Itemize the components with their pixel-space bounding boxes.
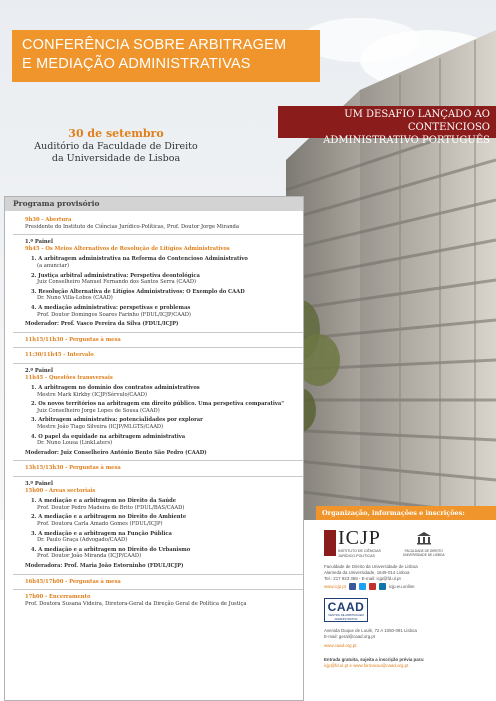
- icjp-website-link[interactable]: www.icjp.pt: [324, 583, 346, 589]
- twitter-icon[interactable]: [359, 583, 366, 590]
- closing-time: 17h00 - Encerramento: [25, 594, 91, 601]
- panel3-item-speaker: Prof. Doutor João Miranda (ICJP/CAAD): [37, 553, 142, 560]
- panel2-item-speaker: Mestre Mark Kirkby (ICJP/Sérvulo/CAAD): [37, 391, 147, 398]
- caad-email: E-mail: geral@caad.org.pt: [324, 634, 376, 640]
- caad-address: Avenida Duque de Loulé, 72 A 1050-091 Lisboa: [324, 628, 417, 634]
- opening-speaker: Presidente do Instituto de Ciências Jurídico-Políticas, Prof. Doutor Jorge Miranda: [25, 223, 239, 230]
- panel3-session: 15h00 - Áreas sectoriais: [25, 487, 96, 494]
- facebook-icon[interactable]: [349, 583, 356, 590]
- panel1-item-title: A arbitragem administrativa na Reforma do Contencioso Administrativo: [38, 256, 248, 263]
- faculty-crest-icon: [416, 531, 432, 545]
- panel3-moderator: Moderadora: Prof. Maria João Estorninho (FDUL/ICJP): [25, 562, 184, 569]
- interval: 11:30/11h45 - Intervalo: [25, 352, 94, 359]
- panel2-title: 2.º Painel: [25, 367, 53, 374]
- panel3-item: 2. A mediação e a arbitragem no Direito do Ambiente Prof. Doutora Carla Amado Gomes (FDUL/ICJP): [31, 514, 295, 527]
- panel3-item-title: A mediação e a arbitragem no Direito da Saúde: [38, 498, 177, 505]
- panel2-item-speaker: Juiz Conselheiro Jorge Lopes de Sousa (CAAD): [37, 407, 160, 414]
- caad-logo-text: CAAD: [327, 600, 365, 615]
- program-heading: Programa provisório: [5, 197, 303, 211]
- program-body: [5, 211, 303, 611]
- panel1-item: 4. A mediação administrativa: perspetivas e problemas Prof. Doutor Domingos Soares Farinho (FDUL/ICJP/CAAD): [31, 305, 295, 318]
- event-date: 30 de setembro: [68, 127, 164, 140]
- panel3-item-title: A mediação e a arbitragem no Direito do Ambiente: [38, 514, 187, 521]
- divider: [13, 332, 303, 333]
- title-banner: [12, 30, 320, 82]
- divider: [13, 589, 303, 590]
- panel2-moderator: Moderador: Juiz Conselheiro António Bento São Pedro (CAAD): [25, 449, 207, 456]
- icjp-sub-2: JURÍDICO-POLÍTICAS: [338, 554, 375, 558]
- caad-logo-sub: CENTRO DE ARBITRAGEM ADMINISTRATIVA: [328, 613, 364, 621]
- panel3-item-speaker: Prof. Doutora Carla Amado Gomes (FDUL/ICJP): [37, 521, 163, 527]
- divider: [13, 476, 303, 477]
- panel2-item-title: Arbitragem administrativa: potencialidades por explorar: [38, 417, 203, 424]
- panel3-item-speaker: Prof. Doutor Pedro Madeira de Brito (FDUL/BAS/CAAD): [37, 504, 185, 511]
- program-panel: [4, 196, 304, 701]
- entry-note: Entrada gratuita, sujeita a inscrição prévia para:: [324, 656, 425, 662]
- faculty-name-2: UNIVERSIDADE DE LISBOA: [402, 552, 445, 557]
- panel1-item-speaker: (a anunciar): [37, 262, 70, 269]
- icjp-address-2: Alameda da Universidade, 1649-014 Lisboa: [324, 569, 410, 575]
- panel3-title: 3.º Painel: [25, 481, 53, 488]
- title-line-1: CONFERÊNCIA SOBRE ARBITRAGEM: [22, 37, 287, 53]
- panel1-item: 2. Justiça arbitral administrativa: Perspetiva deontológica Juiz Conselheiro Manuel Fernando dos Santos Serra (CAAD): [31, 273, 295, 286]
- venue-line-1: Auditório da Faculdade de Direito: [34, 141, 198, 152]
- panel1-item-title: A mediação administrativa: perspetivas e problemas: [38, 304, 191, 311]
- subtitle-line-2: ADMINISTRATIVO PORTUGUÊS: [323, 135, 490, 146]
- panel1-item-title: Resolução Alternativa de Litígios Administrativos: O Exemplo do CAAD: [38, 288, 245, 295]
- icjp-links: [324, 583, 488, 590]
- linkedin-icon[interactable]: [379, 583, 386, 590]
- icjp-contact: Tel.: 217 923 368 - E-mail: icjp@fd.ul.pt: [324, 575, 401, 581]
- caad-website-link[interactable]: www.caad.org.pt: [324, 642, 357, 648]
- subtitle-bar: [278, 106, 496, 146]
- registration-emails[interactable]: icjp@fd.ul.pt e www.formacao@caad.org.pt: [324, 662, 409, 668]
- panel3-item: 1. A mediação e a arbitragem no Direito da Saúde Prof. Doutor Pedro Madeira de Brito (FDUL/BAS/CAAD): [31, 498, 295, 511]
- panel2-item: 3. Arbitragem administrativa: potencialidades por explorar Mestre João Tiago Silveira (ICJP/MLGTS/CAAD): [31, 417, 295, 430]
- panel2-item-title: Os novos territórios na arbitragem em direito público. Uma perspetiva comparativa": [38, 401, 284, 408]
- closing-speaker: Prof. Doutora Susana Videira, Diretora-Geral da Direção Geral de Política de Justiça: [25, 600, 247, 607]
- panel2-item: 4. O papel da equidade na arbitragem administrativa Dr. Nuno Lousa (LinkLaters): [31, 434, 295, 447]
- panel2-item: 1. A arbitragem no domínio dos contratos administrativos Mestre Mark Kirkby (ICJP/Sérvulo/CAAD): [31, 385, 295, 398]
- caad-logo: [324, 598, 368, 622]
- date-venue: [26, 126, 206, 165]
- questions-3: 16h45/17h00 - Perguntas à mesa: [25, 578, 121, 585]
- divider: [13, 363, 303, 364]
- divider: [13, 347, 303, 348]
- icjp-logo: ICJP: [338, 526, 381, 549]
- icjp-address-1: Faculdade de Direito da Universidade de Lisboa: [324, 564, 418, 569]
- panel1-item-speaker: Dr. Nuno Villa-Lobos (CAAD): [37, 295, 113, 302]
- icjp-sub-1: INSTITUTO DE CIÊNCIAS: [338, 548, 381, 553]
- divider: [13, 574, 303, 575]
- youtube-icon[interactable]: [369, 583, 376, 590]
- panel1-item: 3. Resolução Alternativa de Litígios Administrativos: O Exemplo do CAAD Dr. Nuno Villa-Lobos (CAAD): [31, 289, 295, 302]
- caad-logo-row: [324, 598, 488, 622]
- faculty-logo: [403, 530, 445, 557]
- divider: [13, 460, 303, 461]
- questions-1: 11h15/11h30 - Perguntas à mesa: [25, 336, 121, 343]
- panel1-item-speaker: Prof. Doutor Domingos Soares Farinho (FDUL/ICJP/CAAD): [37, 311, 191, 318]
- panel1-item: 1. A arbitragem administrativa na Reforma do Contencioso Administrativo (a anunciar): [31, 256, 295, 269]
- questions-2: 13h15/13h30 - Perguntas à mesa: [25, 465, 121, 472]
- title-line-2: E MEDIAÇÃO ADMINISTRATIVAS: [22, 56, 251, 72]
- panel3-item-title: A mediação e a arbitragem na Função Pública: [38, 530, 172, 537]
- panel3-item: 4. A mediação e a arbitragem no Direito do Urbanismo Prof. Doutor João Miranda (ICJP/CAAD): [31, 547, 295, 560]
- panel3-item-title: A mediação e a arbitragem no Direito do Urbanismo: [38, 546, 191, 553]
- icjp-logo-row: [324, 528, 488, 558]
- panel3-item-speaker: Dr. Paulo Graça (Advogado/CAAD): [37, 537, 128, 544]
- panel3-item: 3. A mediação e a arbitragem na Função Pública Dr. Paulo Graça (Advogado/CAAD): [31, 531, 295, 544]
- icjp-social-handle[interactable]: icjp.eu.online: [388, 583, 415, 589]
- subtitle-line-1: UM DESAFIO LANÇADO AO CONTENCIOSO: [344, 109, 490, 133]
- panel2-item-title: A arbitragem no domínio dos contratos administrativos: [38, 385, 200, 392]
- panel1-title: 1.º Painel: [25, 239, 53, 246]
- divider: [13, 234, 303, 235]
- panel1-moderator: Moderador: Prof. Vasco Pereira da Silva (FDUL/ICJP): [25, 321, 179, 328]
- icjp-logo-mark: [324, 530, 336, 556]
- opening-time: 9h30 - Abertura: [25, 217, 72, 223]
- faculty-name-1: FACULDADE DE DIREITO: [404, 548, 443, 553]
- panel1-item-speaker: Juiz Conselheiro Manuel Fernando dos Santos Serra (CAAD): [37, 279, 197, 286]
- panel2-item-speaker: Dr. Nuno Lousa (LinkLaters): [37, 440, 113, 447]
- panel2-item-title: O papel da equidade na arbitragem administrativa: [38, 433, 186, 440]
- venue-line-2: da Universidade de Lisboa: [51, 153, 181, 164]
- info-panel: [316, 520, 496, 701]
- panel2-item-speaker: Mestre João Tiago Silveira (ICJP/MLGTS/CAAD): [37, 424, 164, 431]
- panel2-session: 11h45 - Questões transversais: [25, 374, 113, 381]
- panel1-session: 9h45 - Os Meios Alternativos de Resolução de Litígios Administrativos: [25, 245, 230, 252]
- info-heading: Organização, informações e inscrições:: [316, 506, 496, 520]
- panel2-item: 2. Os novos territórios na arbitragem em direito público. Uma perspetiva comparativa" Juiz Conselheiro Jorge Lopes de Sousa (CAAD): [31, 401, 295, 414]
- panel1-item-title: Justiça arbitral administrativa: Perspetiva deontológica: [38, 272, 200, 279]
